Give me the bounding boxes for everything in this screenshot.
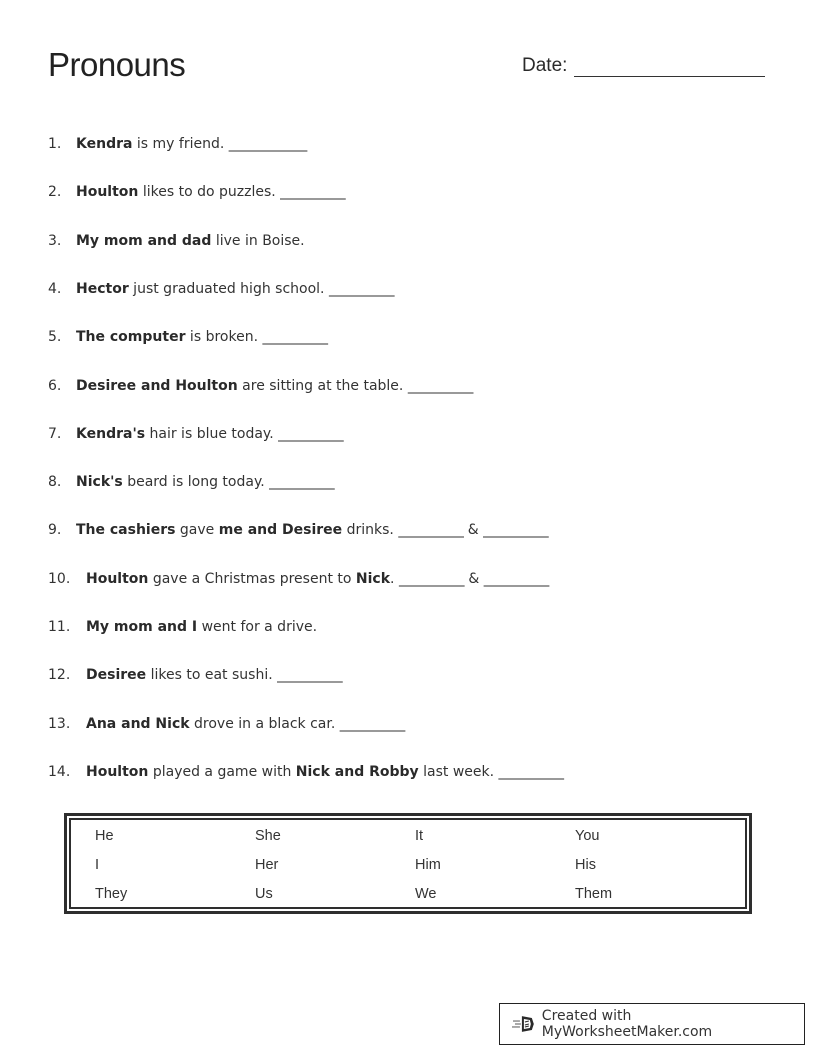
bold-subject: Nick (355, 570, 391, 587)
answer-blank[interactable]: __________ (280, 184, 346, 201)
question-text: beard is long today. (122, 474, 270, 491)
answer-blank[interactable]: __________ (269, 474, 335, 491)
question-number: 2. (48, 184, 62, 201)
worksheet-maker-logo-icon (512, 1014, 536, 1034)
question-item (48, 616, 317, 638)
word-bank-item: Him (415, 857, 441, 873)
question-text: drove in a black car. (189, 715, 340, 732)
word-bank-item: Her (255, 857, 279, 873)
question-number: 1. (48, 136, 62, 152)
date-label: Date: (522, 55, 568, 76)
answer-blank[interactable]: __________ (483, 570, 549, 587)
bold-subject: Ana and Nick (86, 715, 190, 732)
date-field (522, 52, 765, 77)
bold-subject: Kendra (76, 136, 133, 152)
bold-subject: The computer (76, 329, 186, 346)
page-title: Pronouns (48, 46, 186, 83)
bold-subject: Nick's (76, 474, 123, 491)
word-bank-item: She (255, 828, 281, 844)
question-item (48, 278, 394, 300)
answer-blank[interactable]: __________ (278, 425, 344, 442)
question-item (48, 230, 305, 252)
question-item (48, 664, 342, 686)
word-bank-item: You (575, 828, 600, 844)
question-number: 9. (48, 522, 62, 539)
question-text: last week. (418, 763, 499, 780)
bold-subject: me and Desiree (218, 522, 343, 539)
question-text: are sitting at the table. (237, 377, 408, 394)
question-item (48, 326, 327, 348)
answer-blank[interactable]: __________ (483, 522, 549, 539)
question-item (48, 519, 548, 541)
answer-blank[interactable]: __________ (398, 522, 464, 539)
bold-subject: Houlton (76, 184, 139, 201)
bold-subject: Houlton (86, 570, 149, 587)
date-input-line[interactable] (574, 52, 765, 77)
bold-subject: My mom and dad (76, 232, 212, 249)
word-bank-item: I (95, 857, 100, 873)
question-item (48, 761, 564, 783)
question-number: 3. (48, 232, 62, 249)
question-item (48, 133, 307, 155)
question-number: 12. (48, 667, 71, 684)
bold-subject: The cashiers (76, 522, 176, 539)
question-text: hair is blue today. (145, 425, 279, 442)
footer-text: Created with MyWorksheetMaker.com (541, 1008, 713, 1040)
question-item (48, 471, 334, 493)
question-number: 5. (48, 329, 62, 346)
question-item (48, 423, 343, 445)
question-number: 4. (48, 280, 62, 297)
question-text: just graduated high school. (128, 280, 329, 297)
question-text: live in Boise. (211, 232, 305, 249)
bold-subject: My mom and I (86, 619, 198, 635)
question-number: 6. (48, 377, 62, 394)
question-text: played a game with (148, 763, 296, 780)
word-bank-item: He (95, 828, 114, 844)
answer-blank[interactable]: __________ (398, 570, 464, 587)
question-number: 7. (48, 425, 62, 442)
question-text: went for a drive. (197, 619, 318, 635)
question-text: is broken. (185, 329, 263, 346)
word-bank-item: Us (255, 886, 273, 902)
question-number: 10. (48, 570, 71, 587)
question-text: likes to do puzzles. (138, 184, 281, 201)
answer-blank[interactable]: __________ (339, 715, 405, 732)
answer-blank[interactable]: __________ (328, 280, 394, 297)
word-bank-item: Them (575, 886, 613, 902)
question-text: & (463, 522, 484, 539)
word-bank-item: We (415, 886, 437, 902)
question-number: 14. (48, 763, 71, 780)
word-bank-item: His (575, 857, 596, 873)
word-bank (64, 813, 752, 914)
answer-blank[interactable]: ____________ (228, 136, 307, 152)
question-number: 11. (48, 619, 71, 635)
answer-blank[interactable]: __________ (277, 667, 343, 684)
word-bank-item: They (95, 886, 128, 902)
question-text: is my friend. (132, 136, 229, 152)
question-text: likes to eat sushi. (146, 667, 278, 684)
bold-subject: Desiree and Houlton (76, 377, 238, 394)
question-item (48, 568, 549, 590)
question-item (48, 375, 473, 397)
question-text: gave a Christmas present to (148, 570, 356, 587)
answer-blank[interactable]: __________ (498, 763, 564, 780)
bold-subject: Nick and Robby (295, 763, 419, 780)
word-bank-inner (69, 818, 747, 909)
footer-credit (499, 1003, 805, 1045)
question-item (48, 181, 345, 203)
question-text: . (390, 570, 399, 587)
answer-blank[interactable]: __________ (407, 377, 473, 394)
bold-subject: Kendra's (76, 425, 146, 442)
bold-subject: Desiree (86, 667, 147, 684)
question-item (48, 713, 405, 735)
word-bank-item: It (415, 828, 424, 844)
bold-subject: Hector (76, 280, 129, 297)
question-number: 8. (48, 474, 62, 491)
bold-subject: Houlton (86, 763, 149, 780)
question-text: gave (175, 522, 219, 539)
question-text: drinks. (342, 522, 399, 539)
question-number: 13. (48, 715, 71, 732)
answer-blank[interactable]: __________ (262, 329, 328, 346)
question-text: & (463, 570, 484, 587)
